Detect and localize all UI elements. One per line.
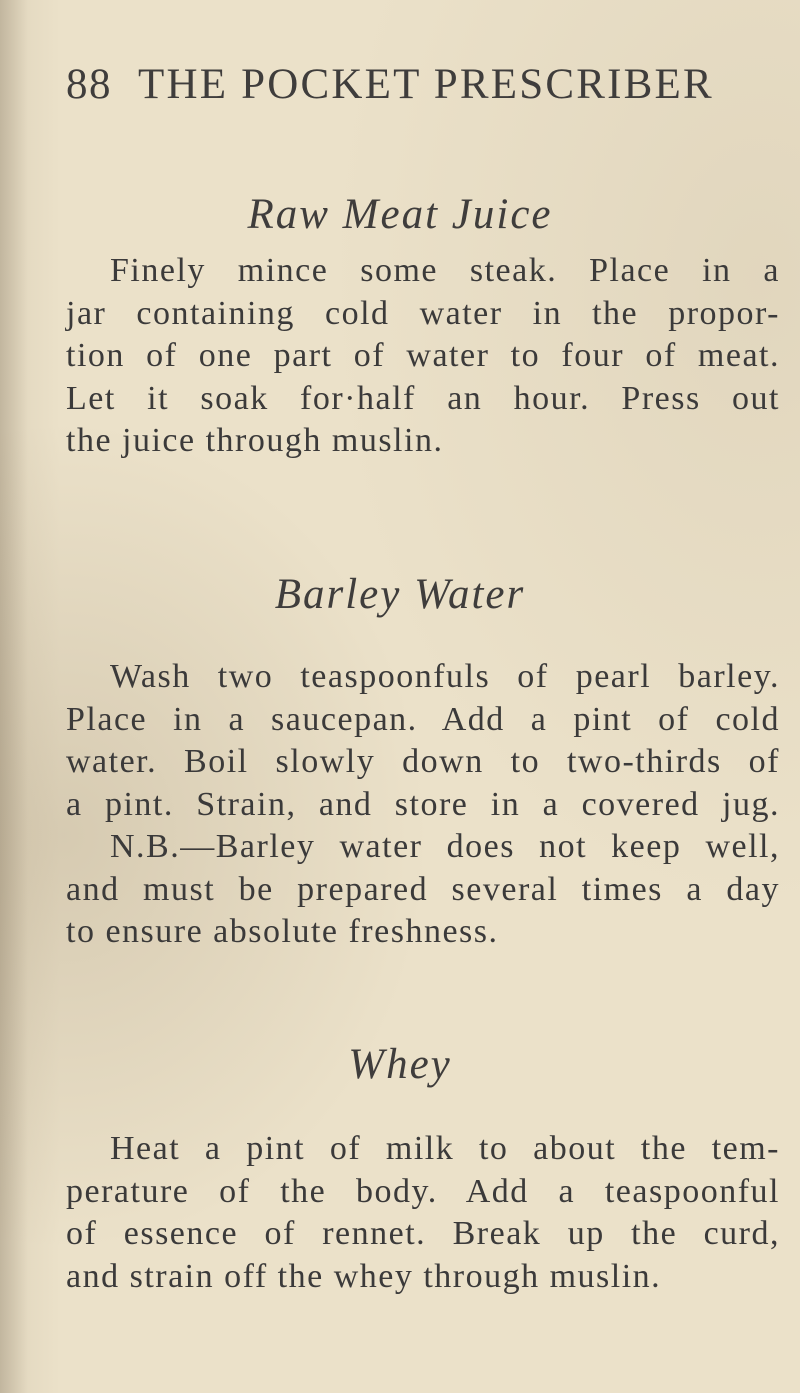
text-line: tion of one part of water to four of meat. [66, 337, 780, 374]
text-line: Finely mince some steak. Place in a [110, 252, 780, 289]
text-line: of essence of rennet. Break up the curd, [66, 1215, 780, 1252]
section-heading-whey: Whey [348, 1041, 452, 1088]
section-heading-barley-water: Barley Water [274, 571, 526, 618]
paragraph-whey [66, 1128, 780, 1298]
text-line: Place in a saucepan. Add a pint of cold [66, 700, 780, 738]
text-line: water. Boil slowly down to two-thirds of [66, 743, 780, 780]
text-line: perature of the body. Add a teaspoonful [66, 1172, 780, 1210]
page-number: 88 [66, 61, 112, 108]
running-head [66, 60, 766, 116]
text-line: and must be prepared several times a day [66, 870, 780, 908]
text-line: Wash two teaspoonfuls of pearl barley. [110, 658, 780, 695]
text-line: to ensure absolute freshness. [66, 913, 499, 950]
book-title: THE POCKET PRESCRIBER [138, 61, 714, 108]
paragraph-barley-water [66, 656, 780, 954]
text-line: jar containing cold water in the propor- [66, 294, 780, 332]
text-line: Heat a pint of milk to about the tem- [110, 1130, 780, 1167]
section-heading-raw-meat-juice: Raw Meat Juice [247, 191, 553, 238]
text-line: N.B.—Barley water does not keep well, [110, 828, 780, 865]
text-line: the juice through muslin. [66, 422, 444, 459]
text-line: Let it soak for·half an hour. Press out [66, 379, 780, 417]
text-line: and strain off the whey through muslin. [66, 1257, 662, 1295]
text-line: a pint. Strain, and store in a covered jug. [66, 785, 780, 823]
paragraph-raw-meat-juice [66, 250, 780, 463]
